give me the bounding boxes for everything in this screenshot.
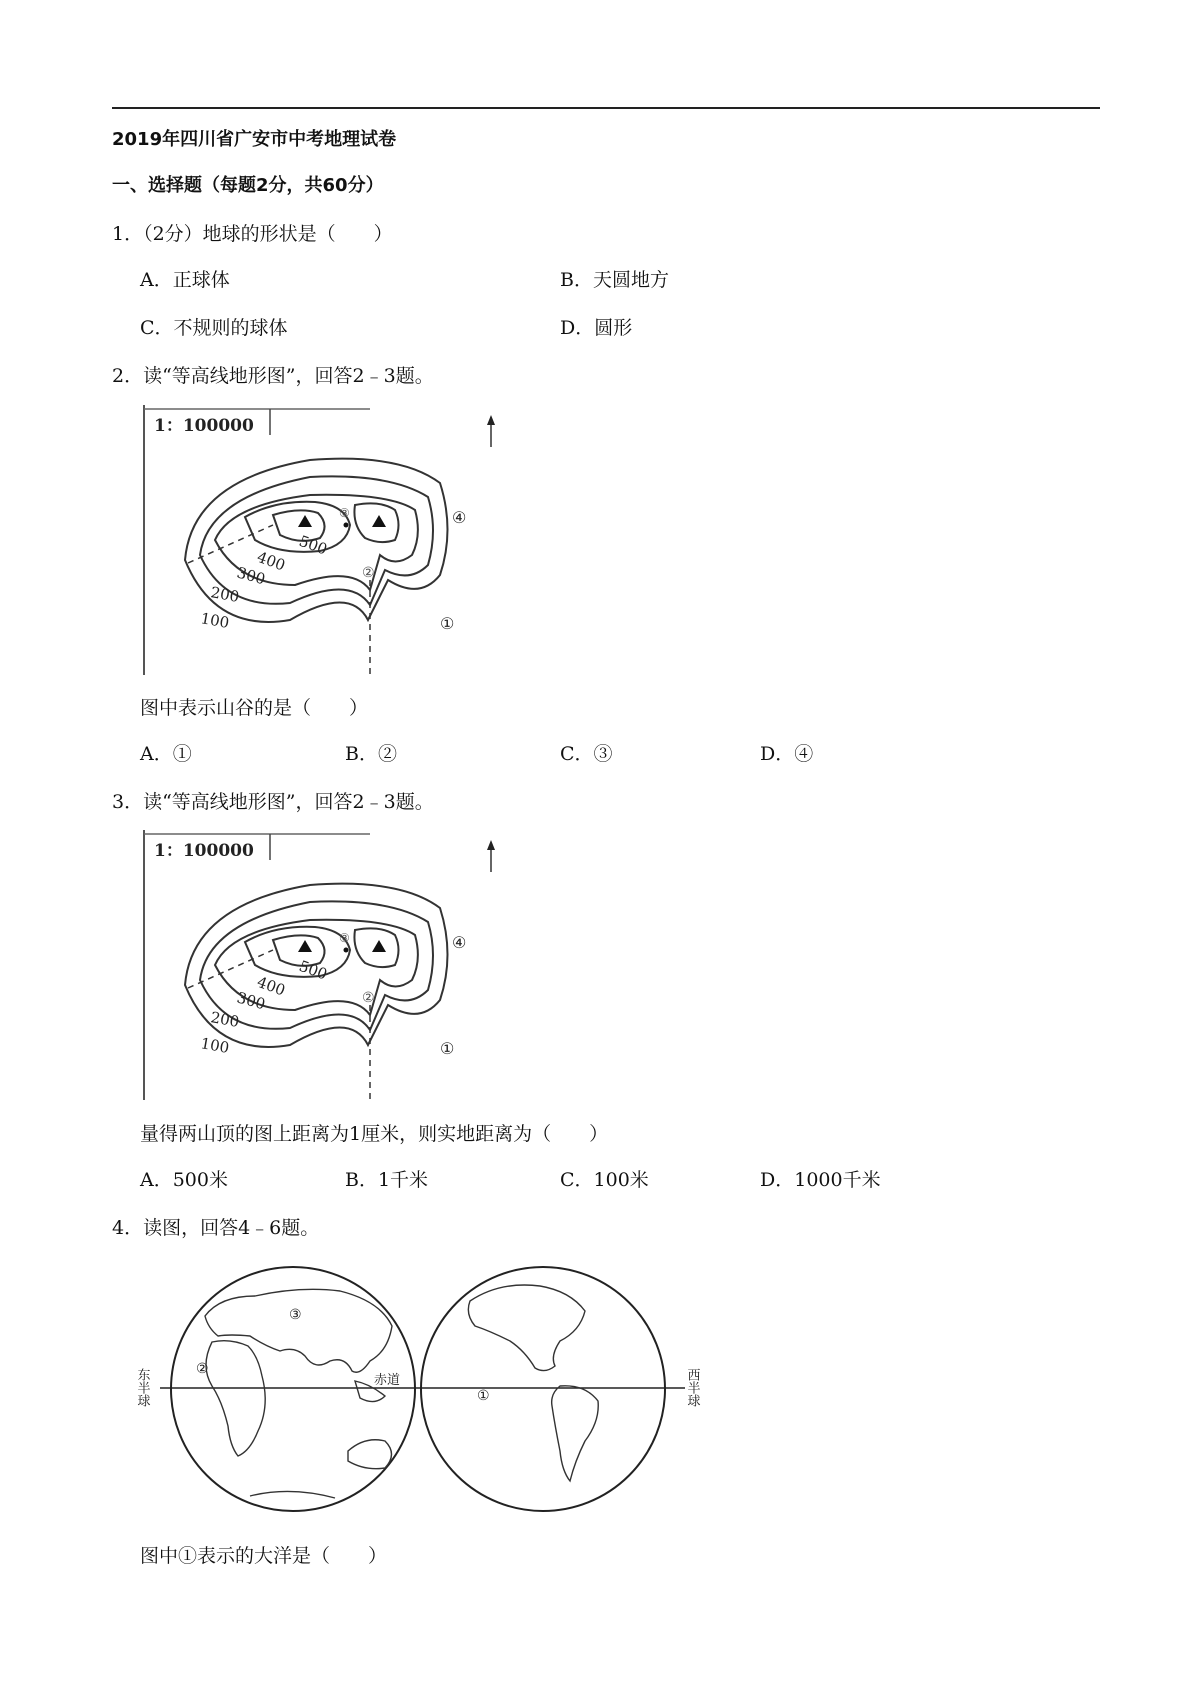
contour-label-100: 100 [199, 609, 231, 632]
q1-option-a: A．正球体 [140, 269, 230, 291]
contour-label-300: 300 [234, 563, 268, 589]
contour-label-400: 400 [254, 547, 288, 575]
map-marker-3: ③ [289, 1307, 302, 1323]
marker-4: ④ [452, 933, 467, 952]
equator-label: 赤道 [374, 1373, 401, 1388]
contour-label-500: 500 [296, 531, 330, 559]
contour-label-300: 300 [234, 988, 268, 1014]
q3-option-a: A．500米 [140, 1169, 228, 1191]
q3-option-b: B．1千米 [345, 1169, 429, 1191]
west-hemisphere-label: 西半球 [684, 1368, 700, 1407]
contour-map-figure-2 [140, 830, 510, 1100]
peak-triangle-icon [372, 515, 386, 527]
contour-label-400: 400 [254, 972, 288, 1000]
contour-label-200: 200 [209, 1008, 241, 1031]
q3-option-d: D．1000千米 [760, 1169, 881, 1191]
header-rule [112, 107, 1100, 109]
q2-option-b: B．② [345, 743, 397, 765]
world-hemispheres-map [130, 1256, 710, 1526]
question-3-stem: 3．读“等高线地形图”，回答2﹣3题。 [112, 791, 434, 813]
page-title: 2019年四川省广安市中考地理试卷 [112, 129, 397, 150]
north-arrow-icon [487, 840, 495, 872]
section-heading: 一、选择题（每题2分，共60分） [112, 175, 384, 196]
contour-label-500: 500 [296, 956, 330, 984]
marker-3: ③ [339, 931, 350, 945]
marker-1: ① [440, 614, 455, 633]
map-marker-1: ① [477, 1388, 490, 1404]
q2-option-a: A．① [140, 743, 192, 765]
q3-option-c: C．100米 [560, 1169, 649, 1191]
east-hemisphere-label: 东半球 [134, 1368, 150, 1407]
contour-label-100: 100 [199, 1034, 231, 1057]
peak-triangle-icon [298, 940, 312, 952]
contour-map-scale: 1：100000 [154, 416, 254, 436]
question-1-stem: 1．（2分）地球的形状是（ ） [112, 223, 393, 245]
contour-label-200: 200 [209, 583, 241, 606]
q1-option-c: C．不规则的球体 [140, 317, 288, 339]
question-3-text: 量得两山顶的图上距离为1厘米，则实地距离为（ ） [140, 1123, 609, 1145]
map-marker-2: ② [196, 1361, 209, 1377]
contour-map-figure-1 [140, 405, 510, 675]
peak-triangle-icon [372, 940, 386, 952]
q2-option-d: D．④ [760, 743, 814, 765]
peak-triangle-icon [298, 515, 312, 527]
marker-1: ① [440, 1039, 455, 1058]
north-arrow-icon [487, 415, 495, 447]
question-2-text: 图中表示山谷的是（ ） [140, 697, 369, 719]
marker-4: ④ [452, 508, 467, 527]
question-4-stem: 4．读图，回答4﹣6题。 [112, 1217, 320, 1239]
contour-map-scale: 1：100000 [154, 841, 254, 861]
question-4-text: 图中①表示的大洋是（ ） [140, 1545, 388, 1567]
q1-option-b: B．天圆地方 [560, 269, 669, 291]
marker-2: ② [362, 990, 375, 1006]
q2-option-c: C．③ [560, 743, 613, 765]
question-2-stem: 2．读“等高线地形图”，回答2﹣3题。 [112, 365, 434, 387]
q1-option-d: D．圆形 [560, 317, 633, 339]
marker-3: ③ [339, 506, 350, 520]
marker-2: ② [362, 565, 375, 581]
